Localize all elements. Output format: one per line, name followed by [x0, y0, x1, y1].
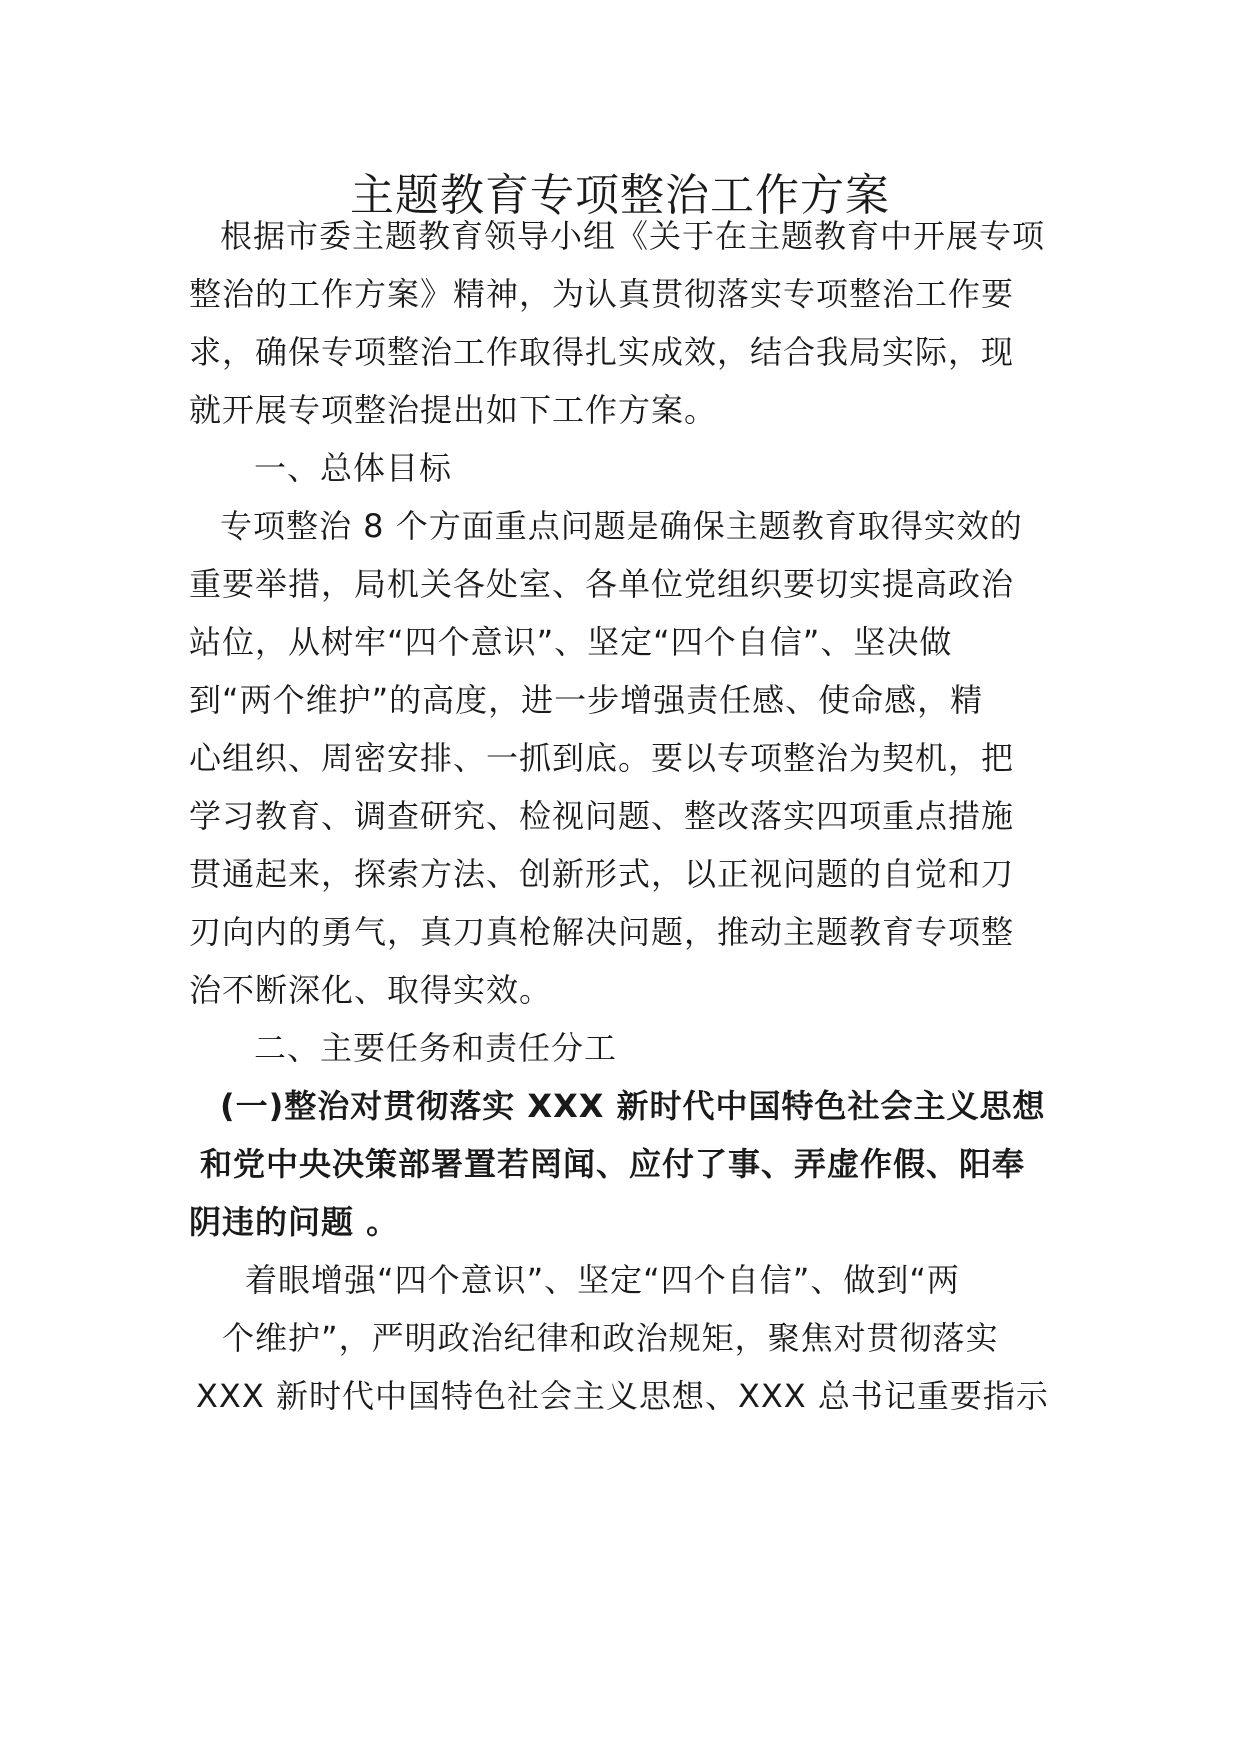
subsection-heading-line: (一)整治对贯彻落实 XXX 新时代中国特色社会主义思想	[220, 1087, 1046, 1125]
paragraph-line: 求，确保专项整治工作取得扎实成效，结合我局实际，现	[189, 333, 1015, 371]
paragraph-line: 重要举措，局机关各处室、各单位党组织要切实提高政治	[189, 565, 1015, 603]
paragraph-line: 着眼增强“四个意识”、坚定“四个自信”、做到“两	[245, 1261, 960, 1299]
paragraph-line: 贯通起来，探索方法、创新形式，以正视问题的自觉和刀	[189, 855, 1015, 893]
subsection-heading-line: 和党中央决策部署置若罔闻、应付了事、弄虚作假、阳奉	[200, 1145, 1026, 1183]
paragraph-line: 站位，从树牢“四个意识”、坚定“四个自信”、坚决做	[189, 623, 953, 661]
paragraph-line: 专项整治 8 个方面重点问题是确保主题教育取得实效的	[220, 507, 1023, 545]
paragraph-line: 心组织、周密安排、一抓到底。要以专项整治为契机，把	[189, 739, 1015, 777]
paragraph-line: 根据市委主题教育领导小组《关于在主题教育中开展专项	[220, 217, 1046, 255]
subsection-heading-line: 阴违的问题 。	[189, 1203, 400, 1241]
paragraph-line: 个维护”，严明政治纪律和政治规矩，聚焦对贯彻落实	[222, 1319, 999, 1357]
paragraph-line: 学习教育、调查研究、检视问题、整改落实四项重点措施	[189, 797, 1015, 835]
paragraph-line: XXX 新时代中国特色社会主义思想、XXX 总书记重要指示	[196, 1377, 1049, 1415]
paragraph-line: 刃向内的勇气，真刀真枪解决问题，推动主题教育专项整	[189, 913, 1015, 951]
section-heading-2: 二、主要任务和责任分工	[254, 1029, 618, 1067]
section-heading-1: 一、总体目标	[254, 449, 453, 487]
paragraph-line: 治不断深化、取得实效。	[189, 971, 553, 1009]
paragraph-line: 整治的工作方案》精神，为认真贯彻落实专项整治工作要	[189, 275, 1015, 313]
document-title: 主题教育专项整治工作方案	[350, 170, 890, 221]
paragraph-line: 就开展专项整治提出如下工作方案。	[189, 391, 718, 429]
paragraph-line: 到“两个维护”的高度，进一步增强责任感、使命感，精	[189, 681, 984, 719]
